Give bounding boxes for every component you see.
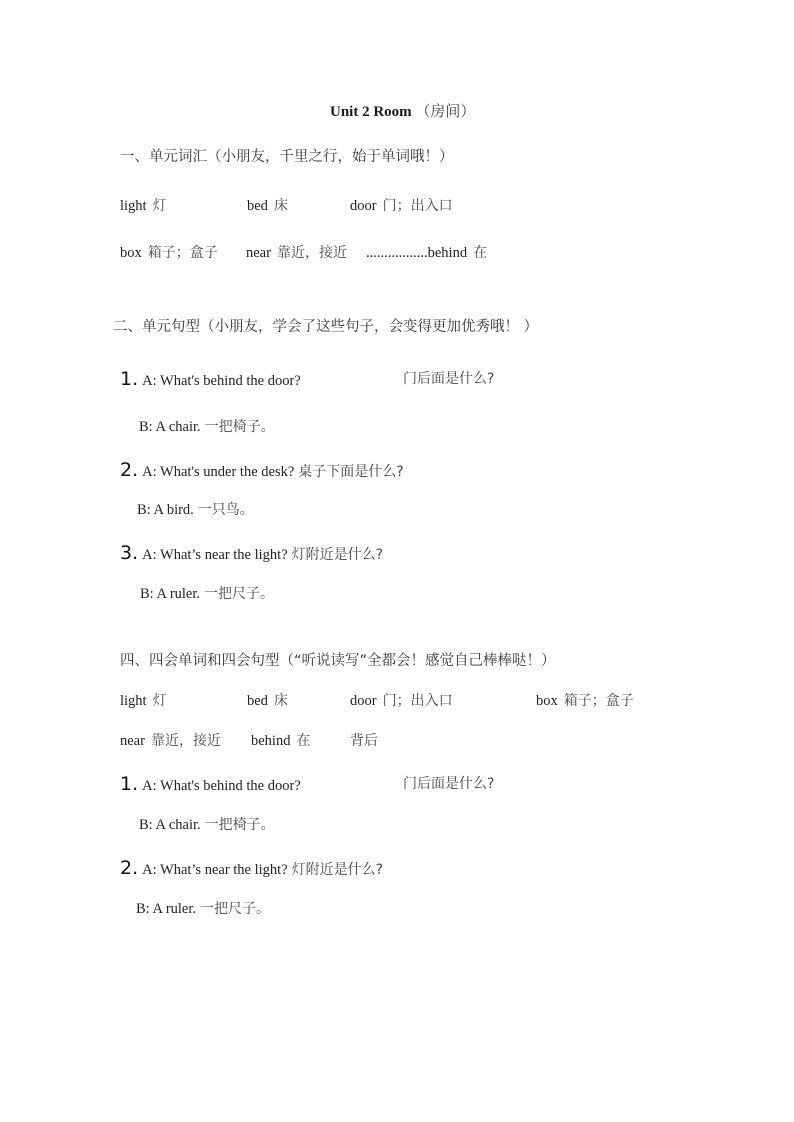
vocab4-item-bed: bed 床 [247, 693, 288, 709]
title-cn: （房间） [415, 102, 476, 120]
vocab4-item-light: light 灯 [120, 693, 167, 709]
sentence-b-1: B: A chair. 一把椅子。 [139, 419, 275, 435]
sentence-a-1-cn: 门后面是什么? [403, 371, 495, 387]
section1-heading: 一、单元词汇（小朋友，千里之行，始于单词哦！） [120, 149, 454, 165]
item-number: 1. [120, 773, 139, 795]
s4-sentence-b-2: B: A ruler. 一把尺子。 [136, 901, 271, 917]
vocab4-item-box: box 箱子；盒子 [536, 693, 634, 709]
item-number: 1. [120, 368, 139, 390]
sentence-a-2: 2. A: What's under the desk? 桌子下面是什么? [120, 459, 404, 481]
vocab-item-bed: bed 床 [247, 198, 288, 214]
vocab-item-light: light 灯 [120, 198, 167, 214]
s4-sentence-a-1: 1. A: What's behind the door? [120, 773, 301, 795]
vocab-item-behind: .................behind 在 [366, 245, 488, 261]
section2-heading: 二、单元句型（小朋友，学会了这些句子，会变得更加优秀哦！ ） [113, 319, 539, 335]
item-number: 2. [120, 459, 139, 481]
sentence-a-1: 1. A: What's behind the door? [120, 368, 301, 390]
vocab-item-near: near 靠近，接近 [246, 245, 347, 261]
s4-sentence-b-1: B: A chair. 一把椅子。 [139, 817, 275, 833]
s4-sentence-a-1-cn: 门后面是什么? [403, 776, 495, 792]
sentence-a-3: 3. A: What’s near the light? 灯附近是什么? [120, 542, 384, 564]
section4-heading: 四、四会单词和四会句型（“听说读写”全都会！感觉自己棒棒哒！） [120, 653, 556, 669]
vocab4-item-behind: behind 在 [251, 733, 311, 749]
item-number: 2. [120, 857, 139, 879]
sentence-b-2: B: A bird. 一只鸟。 [137, 502, 254, 518]
vocab4-item-near: near 靠近，接近 [120, 733, 221, 749]
vocab4-item-behind-cont: 背后 [350, 733, 378, 749]
s4-sentence-a-2: 2. A: What’s near the light? 灯附近是什么? [120, 857, 384, 879]
page-title [330, 104, 475, 120]
item-number: 3. [120, 542, 139, 564]
title-en: Unit 2 Room [330, 104, 412, 120]
sentence-b-3: B: A ruler. 一把尺子。 [140, 586, 275, 602]
vocab4-item-door: door 门；出入口 [350, 693, 453, 709]
vocab-item-door: door 门；出入口 [350, 198, 453, 214]
vocab-item-box: box 箱子；盒子 [120, 245, 218, 261]
